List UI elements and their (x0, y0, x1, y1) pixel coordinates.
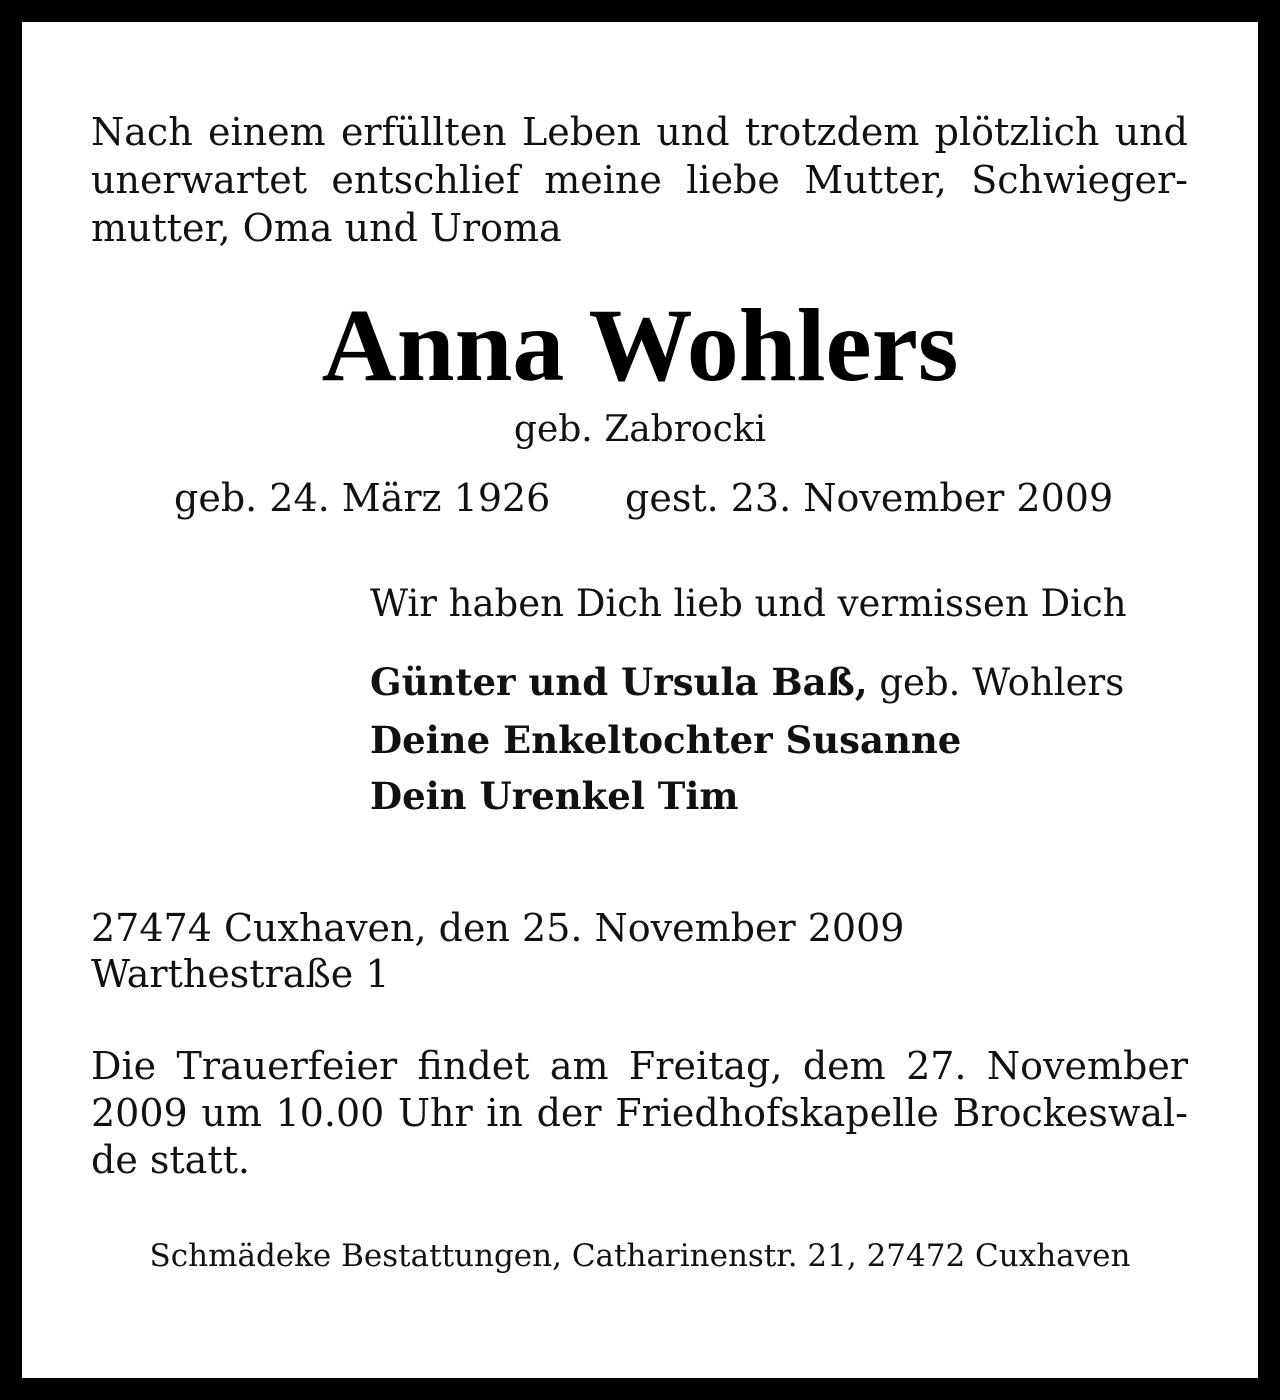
mourner-line: Dein Urenkel Tim (370, 774, 739, 818)
ceremony-paragraph (91, 1043, 1188, 1184)
place-date-line: 27474 Cuxhaven, den 25. November 2009 (91, 906, 905, 950)
mourner-line (370, 658, 1124, 707)
mourner-names: Günter und Ursula Baß, (370, 660, 868, 704)
mourners-motto: Wir haben Dich lieb und vermissen Dich (370, 582, 1127, 625)
intro-line: unerwartet entschlief meine liebe Mutter, Schwieger- (91, 158, 1188, 202)
death-date: gest. 23. November 2009 (625, 476, 1114, 520)
address-line: Warthestraße 1 (91, 952, 390, 996)
ceremony-line: de statt. (91, 1138, 250, 1182)
place-and-address (91, 905, 1188, 997)
maiden-name: geb. Zabrocki (513, 409, 767, 450)
intro-line: Nach einem erfüllten Leben und trotzdem plötzlich und (91, 110, 1188, 154)
ceremony-line: 2009 um 10.00 Uhr in der Friedhofskapelle Brockeswal- (91, 1091, 1188, 1135)
deceased-name: Anna Wohlers (321, 288, 959, 403)
undertaker-footer: Schmädeke Bestattungen, Catharinenstr. 21, 27472 Cuxhaven (149, 1238, 1131, 1274)
ceremony-line: Die Trauerfeier findet am Freitag, dem 27. November (91, 1044, 1188, 1088)
mourner-maiden-name: geb. Wohlers (867, 661, 1125, 704)
birth-date: geb. 24. März 1926 (174, 476, 551, 520)
mourner-line: Deine Enkeltochter Susanne (370, 718, 962, 762)
intro-line: mutter, Oma und Uroma (91, 206, 562, 250)
intro-paragraph (91, 108, 1188, 252)
